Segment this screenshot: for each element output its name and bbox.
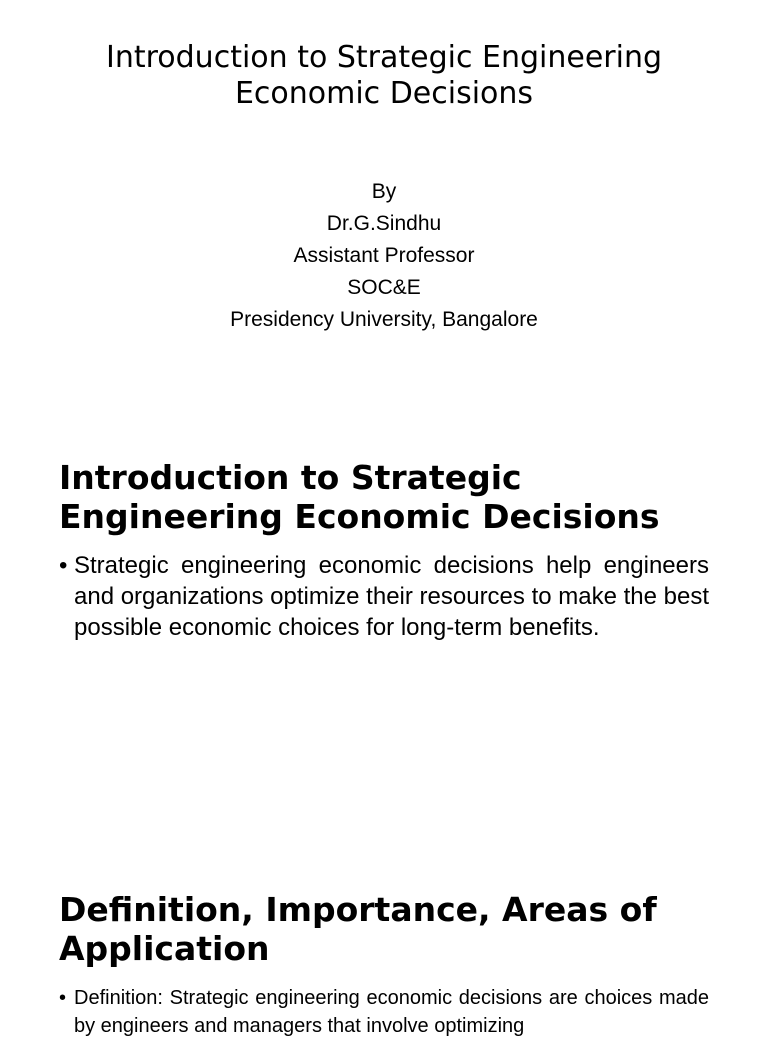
author-institution: Presidency University, Bangalore <box>230 308 538 331</box>
author-department: SOC&E <box>347 276 421 299</box>
definition-slide <box>0 872 768 1037</box>
author-byline <box>60 176 708 336</box>
slide-heading: Definition, Importance, Areas of Application <box>59 890 657 968</box>
presentation-title: Introduction to Strategic Engineering Economic Decisions <box>105 40 662 111</box>
byline-by: By <box>371 180 397 203</box>
author-designation: Assistant Professor <box>293 244 475 267</box>
bullet-item: • Definition: Strategic engineering economic decisions are choices made by engineers and managers that involve optimizing <box>59 984 709 1040</box>
bullet-list <box>59 984 709 1040</box>
bullet-item: • Strategic engineering economic decisions help engineers and organizations optimize their resources to make the best possible economic choices for long-term benefits. <box>59 550 709 643</box>
title-slide <box>0 0 768 400</box>
bullet-list <box>59 550 709 643</box>
slide-heading: Introduction to Strategic Engineering Economic Decisions <box>59 458 660 536</box>
introduction-slide <box>0 448 768 848</box>
author-name: Dr.G.Sindhu <box>326 212 442 235</box>
